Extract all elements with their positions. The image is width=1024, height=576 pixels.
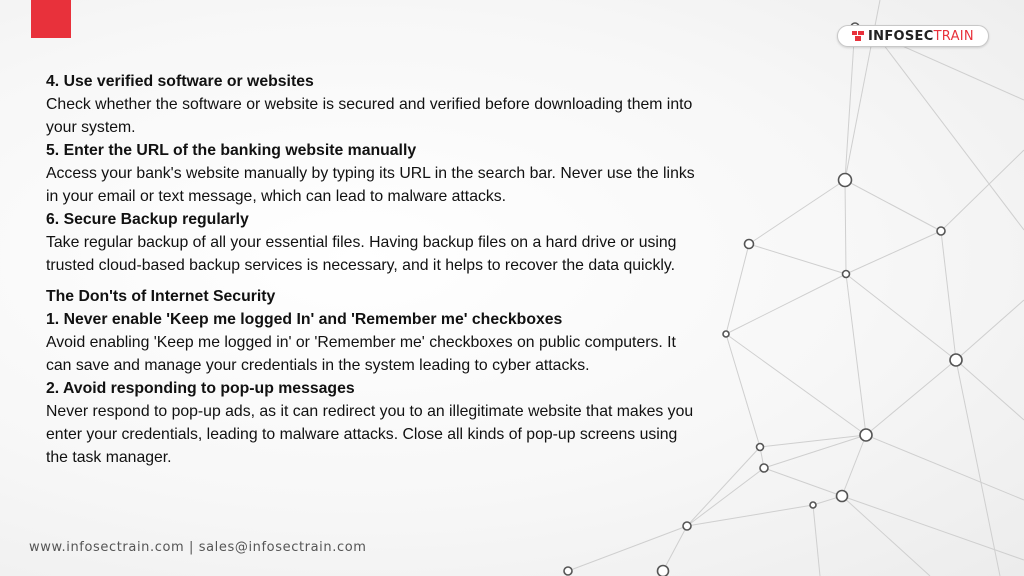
logo-text-infosec: INFOSEC — [868, 28, 934, 44]
logo-mark-icon — [852, 31, 864, 41]
section-heading: 5. Enter the URL of the banking website manually — [46, 142, 417, 159]
main-content — [46, 70, 696, 469]
section-body: Take regular backup of all your essential files. Having backup files on a hard drive or using trusted cloud-based backup services is necessary, and it helps to recover the data quickly. — [46, 234, 677, 274]
section-heading: 1. Never enable 'Keep me logged In' and 'Remember me' checkboxes — [46, 311, 563, 328]
logo-text-train: TRAIN — [933, 28, 974, 44]
section-body: Never respond to pop-up ads, as it can redirect you to an illegitimate website that makes you enter your credentials, leading to malware attacks. Close all kinds of pop-up screens using the task manager. — [46, 403, 694, 466]
section-heading: 2. Avoid responding to pop-up messages — [46, 380, 355, 397]
section-body: Avoid enabling 'Keep me logged in' or 'Remember me' checkboxes on public computers. It can save and manage your credentials in the system leading to cyber attacks. — [46, 334, 676, 374]
section-body: Access your bank's website manually by typing its URL in the search bar. Never use the links in your email or text message, which can lead to malware attacks. — [46, 165, 695, 205]
section-body: Check whether the software or website is secured and verified before downloading them into your system. — [46, 96, 693, 136]
section-heading: 4. Use verified software or websites — [46, 73, 314, 90]
donts-title: The Don'ts of Internet Security — [46, 288, 276, 305]
section-heading: 6. Secure Backup regularly — [46, 211, 249, 228]
infosectrain-logo — [837, 25, 989, 47]
footer-contact: www.infosectrain.com | sales@infosectrain.com — [29, 540, 367, 555]
